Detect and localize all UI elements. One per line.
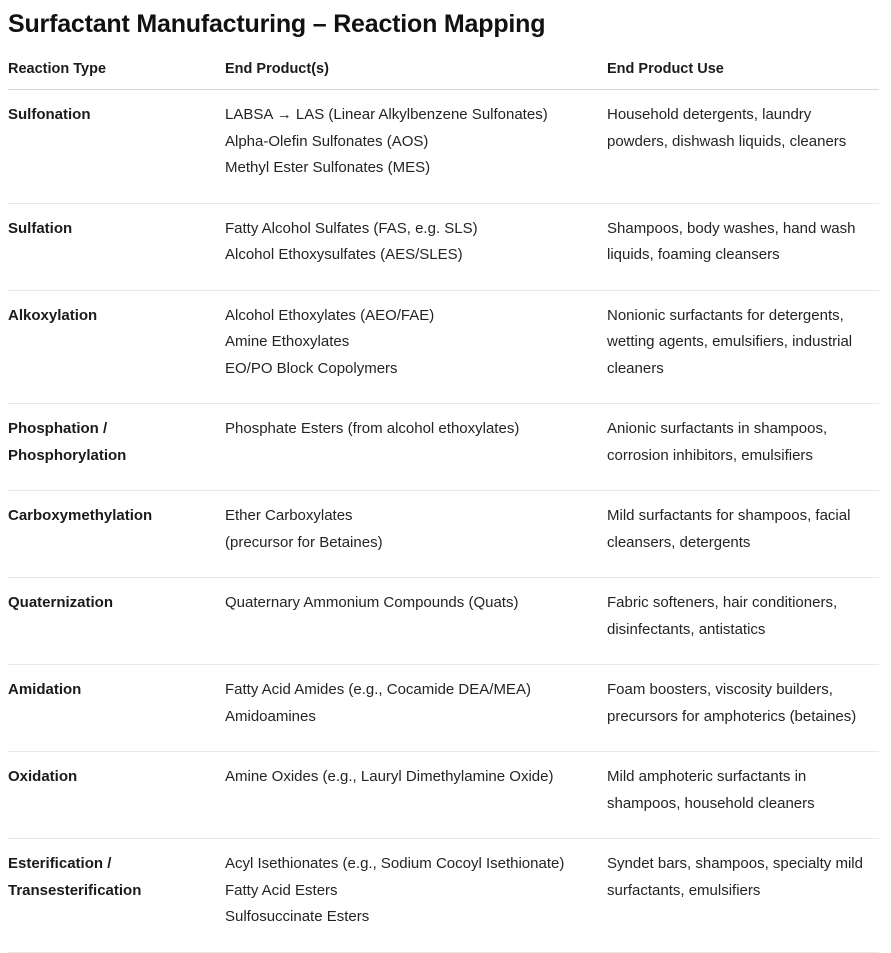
table-row [8,90,879,204]
end-products-cell [225,404,607,491]
end-product-use-cell: Shampoos, body washes, hand wash liquids, foaming cleansers [607,203,879,290]
end-product-use-cell: Mild amphoteric surfactants in shampoos, household cleaners [607,752,879,839]
table-row [8,578,879,665]
end-products-cell [225,491,607,578]
table-row [8,203,879,290]
end-product-line: Amidoamines [225,707,316,725]
end-product-line: Fatty Acid Amides (e.g., Cocamide DEA/MEA) [225,681,531,698]
end-products-cell [225,665,607,752]
table-row [8,491,879,578]
end-product-line: (precursor for Betaines) [225,533,383,551]
end-product-use-cell: Mild surfactants for shampoos, facial cleansers, detergents [607,491,879,578]
end-product-line: Phosphate Esters (from alcohol ethoxylates) [225,420,520,437]
end-product-line: Methyl Ester Sulfonates (MES) [225,159,431,176]
end-products-cell [225,90,607,204]
reaction-mapping-table [8,55,879,953]
reaction-type-cell: Phosphation / Phosphorylation [8,404,225,491]
end-product-use-cell: Fabric softeners, hair conditioners, disinfectants, antistatics [607,578,879,665]
reaction-type-cell: Amidation [8,665,225,752]
end-product-line: Alcohol Ethoxysulfates (AES/SLES) [225,246,463,263]
end-product-use-cell: Household detergents, laundry powders, dishwash liquids, cleaners [607,90,879,204]
table-row [8,665,879,752]
reaction-type-cell: Esterification / Transesterification [8,839,225,953]
end-product-line: Acyl Isethionates (e.g., Sodium Cocoyl Isethionate) [225,855,565,872]
page-title: Surfactant Manufacturing – Reaction Mapping [8,10,546,38]
reaction-type-cell: Quaternization [8,578,225,665]
end-product-line: Fatty Acid Esters [225,881,338,899]
table-row [8,290,879,404]
end-product-line: Alcohol Ethoxylates (AEO/FAE) [225,306,435,324]
reaction-type-cell: Carboxymethylation [8,491,225,578]
end-product-line: Amine Ethoxylates [225,333,350,350]
end-product-line: Sulfosuccinate Esters [225,908,370,925]
column-header-end-product-use: End Product Use [607,55,879,90]
table-row [8,839,879,953]
table-header [8,55,879,90]
end-product-use-cell: Syndet bars, shampoos, specialty mild surfactants, emulsifiers [607,839,879,953]
end-product-use-cell: Anionic surfactants in shampoos, corrosion inhibitors, emulsifiers [607,404,879,491]
end-products-cell [225,203,607,290]
table-row [8,752,879,839]
end-product-line: Amine Oxides (e.g., Lauryl Dimethylamine Oxide) [225,768,554,785]
end-product-line: EO/PO Block Copolymers [225,359,398,377]
end-products-cell [225,752,607,839]
reaction-type-cell: Sulfonation [8,90,225,204]
table-row [8,404,879,491]
reaction-type-cell: Sulfation [8,203,225,290]
end-products-cell [225,839,607,953]
reaction-type-cell: Alkoxylation [8,290,225,404]
table-body [8,90,879,953]
reaction-type-cell: Oxidation [8,752,225,839]
end-products-cell [225,290,607,404]
end-product-line: Ether Carboxylates [225,507,353,524]
end-product-use-cell: Nonionic surfactants for detergents, wetting agents, emulsifiers, industrial cleaners [607,290,879,404]
column-header-end-products: End Product(s) [225,55,607,90]
end-product-line: Fatty Alcohol Sulfates (FAS, e.g. SLS) [225,219,478,237]
end-product-line: Quaternary Ammonium Compounds (Quats) [225,594,519,611]
end-products-cell [225,578,607,665]
end-product-use-cell: Foam boosters, viscosity builders, precursors for amphoterics (betaines) [607,665,879,752]
column-header-reaction-type: Reaction Type [8,55,225,90]
end-product-line: LABSA → LAS (Linear Alkylbenzene Sulfonates) [225,106,548,123]
end-product-line: Alpha-Olefin Sulfonates (AOS) [225,132,429,150]
header-row [8,55,879,90]
